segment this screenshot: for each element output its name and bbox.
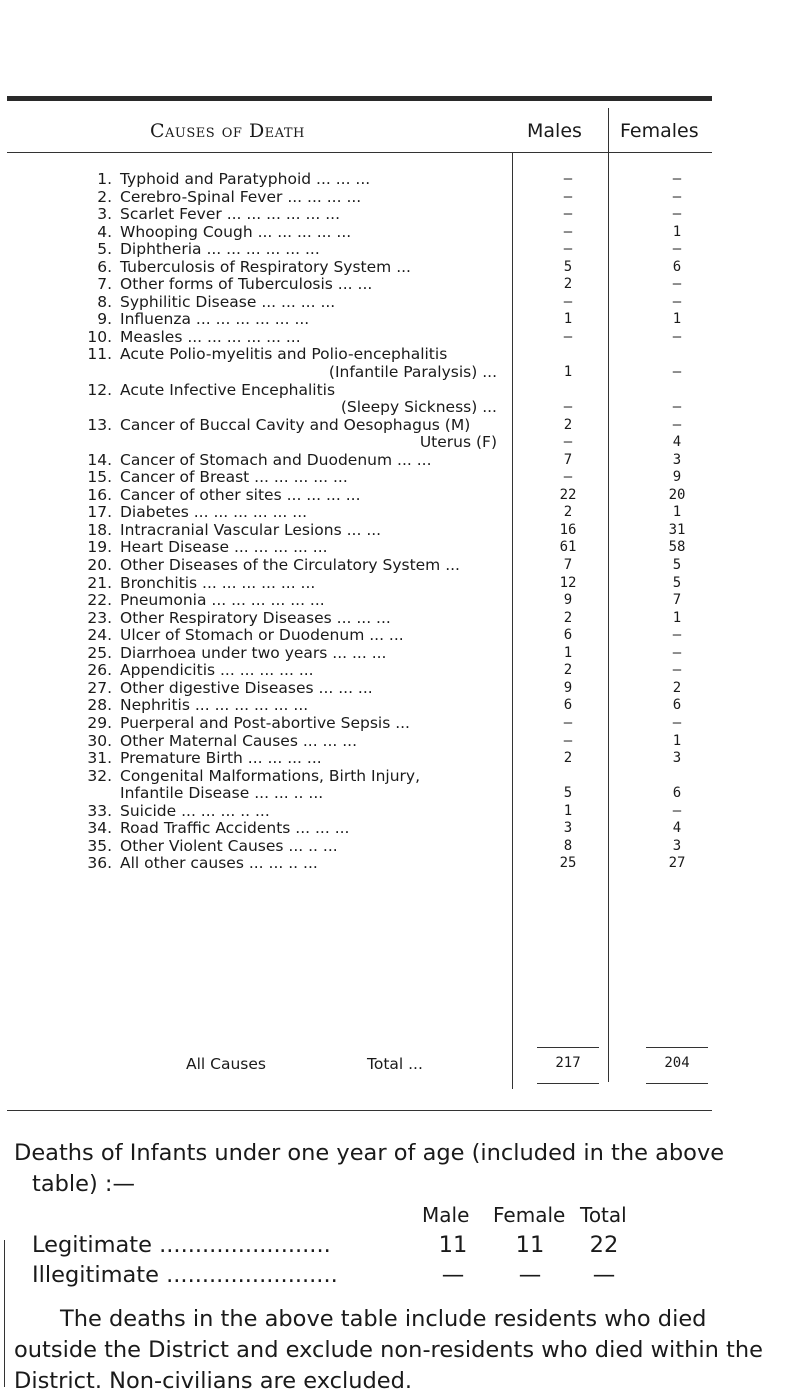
row-number: 32.: [87, 766, 112, 785]
males-value: 8: [563, 837, 573, 854]
cause-label: Syphilitic Disease ... ... ... ...: [120, 292, 336, 311]
females-value: 6: [672, 258, 682, 275]
cause-label: Nephritis ... ... ... ... ... ...: [120, 696, 309, 715]
males-value: —: [563, 171, 573, 187]
infant-row-legitimate: [14, 1230, 794, 1260]
row-number: 19.: [87, 538, 112, 557]
row-number: 20.: [87, 556, 112, 575]
females-value: —: [672, 399, 682, 416]
females-value: 4: [672, 820, 682, 837]
cause-label: Appendicitis ... ... ... ... ...: [120, 661, 314, 680]
row-number: 21.: [87, 573, 112, 592]
females-value: 6: [672, 697, 682, 714]
males-value: 3: [563, 820, 573, 837]
infant-col-total: Total: [580, 1203, 627, 1227]
females-value: —: [672, 188, 682, 205]
females-value: 7: [672, 592, 682, 609]
row-number: 7.: [97, 275, 112, 294]
row-number: 29.: [87, 713, 112, 732]
females-value: —: [672, 241, 682, 258]
cause-label: Whooping Cough ... ... ... ... ...: [120, 222, 352, 241]
females-value: 9: [672, 469, 682, 486]
table-row: [0, 575, 800, 593]
table-row: [0, 311, 800, 329]
table-row: [0, 346, 800, 364]
total-females: 204: [664, 1055, 690, 1071]
infant-heading-line1: Deaths of Infants under one year of age (included in the above: [14, 1140, 725, 1166]
cause-label: Suicide ... ... ... .. ...: [120, 801, 270, 820]
males-value: 25: [559, 855, 577, 872]
row-number: 15.: [87, 468, 112, 487]
row-number: 26.: [87, 661, 112, 680]
males-value: 2: [563, 750, 573, 767]
table-row: [0, 382, 800, 400]
cause-label: Ulcer of Stomach or Duodenum ... ...: [120, 626, 404, 645]
cause-label: Infantile Disease ... ... .. ...: [120, 784, 324, 803]
cause-label: Bronchitis ... ... ... ... ... ...: [120, 573, 316, 592]
cause-label: Diphtheria ... ... ... ... ... ...: [120, 240, 320, 259]
table-row: [0, 364, 800, 382]
females-value: 6: [672, 785, 682, 802]
row-number: 25.: [87, 643, 112, 662]
males-value: 2: [563, 276, 573, 293]
header-causes: Causes of Death: [150, 120, 305, 142]
males-value: —: [563, 206, 573, 223]
page-edge-mark: [4, 1240, 5, 1387]
infant-deaths-section: [14, 1138, 794, 1397]
females-value: 3: [672, 837, 682, 854]
males-value: 12: [559, 574, 577, 591]
table-row: [0, 838, 800, 856]
row-number: 13.: [87, 415, 112, 434]
females-value: 1: [672, 732, 682, 749]
females-value: 5: [672, 574, 682, 591]
females-value: 3: [672, 750, 682, 767]
total-males: 217: [555, 1055, 581, 1071]
males-value: 22: [559, 486, 577, 503]
row-number: 1.: [97, 170, 112, 188]
males-value: 1: [563, 644, 573, 661]
males-value: 2: [563, 504, 573, 521]
row-number: 28.: [87, 696, 112, 715]
infant-row-male: 11: [438, 1232, 468, 1258]
causes-table: [0, 171, 800, 873]
table-row: [0, 399, 800, 417]
table-row: [0, 733, 800, 751]
males-value: —: [563, 399, 573, 416]
table-row: [0, 189, 800, 207]
table-row: [0, 241, 800, 259]
row-number: 3.: [97, 205, 112, 224]
row-number: 12.: [87, 380, 112, 399]
table-row: [0, 855, 800, 873]
females-value: —: [672, 328, 682, 345]
cause-label: Heart Disease ... ... ... ... ...: [120, 538, 328, 557]
cause-label: Other Violent Causes ... .. ...: [120, 836, 338, 855]
males-value: 9: [563, 592, 573, 609]
cause-label: Premature Birth ... ... ... ...: [120, 749, 322, 768]
row-number: 6.: [97, 257, 112, 276]
cause-label: Intracranial Vascular Lesions ... ...: [120, 520, 382, 539]
row-number: 10.: [87, 327, 112, 346]
cause-label-continuation: (Sleepy Sickness) ...: [340, 398, 497, 417]
table-row: [0, 171, 800, 189]
cause-label: Cerebro-Spinal Fever ... ... ... ...: [120, 187, 362, 206]
table-bottom-rule: [7, 1110, 712, 1111]
table-row: [0, 206, 800, 224]
cause-label: Cancer of Stomach and Duodenum ... ...: [120, 450, 432, 469]
females-total-rule: [646, 1047, 708, 1048]
males-value: 2: [563, 609, 573, 626]
males-value: —: [563, 434, 573, 451]
table-row: [0, 224, 800, 242]
table-row: [0, 259, 800, 277]
table-row: [0, 504, 800, 522]
males-value: 6: [563, 697, 573, 714]
females-value: 1: [672, 223, 682, 240]
females-value: 3: [672, 451, 682, 468]
females-value: —: [672, 644, 682, 661]
cause-label: Cancer of Breast ... ... ... ... ...: [120, 468, 348, 487]
total-word: Total ...: [367, 1055, 423, 1073]
cause-label: Puerperal and Post-abortive Sepsis ...: [120, 713, 410, 732]
row-number: 11.: [87, 345, 112, 364]
cause-label: Scarlet Fever ... ... ... ... ... ...: [120, 205, 341, 224]
table-row: [0, 294, 800, 312]
females-value: —: [672, 171, 682, 187]
females-value: 27: [668, 855, 686, 872]
cause-label: Cancer of Buccal Cavity and Oesophagus (M): [120, 415, 471, 434]
females-value: 1: [672, 504, 682, 521]
row-number: 22.: [87, 591, 112, 610]
cause-label: Acute Infective Encephalitis: [120, 380, 336, 399]
females-value: 4: [672, 434, 682, 451]
females-total-underline: [646, 1083, 708, 1084]
females-value: 58: [668, 539, 686, 556]
males-value: —: [563, 241, 573, 258]
females-value: —: [672, 627, 682, 644]
males-value: —: [563, 469, 573, 486]
males-value: —: [563, 223, 573, 240]
cause-label: Cancer of other sites ... ... ... ...: [120, 485, 361, 504]
row-number: 2.: [97, 187, 112, 206]
cause-label: Influenza ... ... ... ... ... ...: [120, 310, 310, 329]
row-number: 30.: [87, 731, 112, 750]
cause-label: Road Traffic Accidents ... ... ...: [120, 819, 350, 838]
cause-label: Pneumonia ... ... ... ... ... ...: [120, 591, 325, 610]
row-number: 14.: [87, 450, 112, 469]
cause-label-continuation: Uterus (F): [419, 433, 497, 452]
males-value: 1: [563, 802, 573, 819]
infant-row-total: 22: [589, 1232, 619, 1258]
table-row: [0, 487, 800, 505]
cause-label: Acute Polio-myelitis and Polio-encephalitis: [120, 345, 448, 364]
infant-row-female: —: [518, 1262, 542, 1288]
total-label: All Causes: [186, 1055, 266, 1073]
table-row: [0, 680, 800, 698]
females-value: —: [672, 802, 682, 819]
table-row: [0, 276, 800, 294]
cause-label: Congenital Malformations, Birth Injury,: [120, 766, 421, 785]
females-value: 1: [672, 609, 682, 626]
cause-label: Measles ... ... ... ... ... ...: [120, 327, 301, 346]
males-value: 5: [563, 258, 573, 275]
row-number: 36.: [87, 854, 112, 873]
row-number: 8.: [97, 292, 112, 311]
females-value: —: [672, 293, 682, 310]
table-row: [0, 697, 800, 715]
cause-label: Other Diseases of the Circulatory System ...: [120, 556, 460, 575]
header-males: Males: [527, 120, 582, 142]
infant-heading-line2: table) :—: [32, 1171, 135, 1197]
header-females: Females: [620, 120, 699, 142]
males-value: 2: [563, 662, 573, 679]
cause-label: Typhoid and Paratyphoid ... ... ...: [120, 170, 371, 188]
infant-column-headers: [14, 1200, 794, 1230]
males-value: —: [563, 714, 573, 731]
row-number: 31.: [87, 749, 112, 768]
males-total-rule: [537, 1047, 599, 1048]
females-value: 5: [672, 557, 682, 574]
cause-label: Other Maternal Causes ... ... ...: [120, 731, 358, 750]
infant-row-label: Legitimate ........................: [32, 1232, 331, 1258]
row-number: 5.: [97, 240, 112, 259]
table-row: [0, 645, 800, 663]
cause-label: Other forms of Tuberculosis ... ...: [120, 275, 373, 294]
cause-label: All other causes ... ... .. ...: [120, 854, 318, 873]
table-row: [0, 539, 800, 557]
males-value: —: [563, 732, 573, 749]
row-number: 27.: [87, 678, 112, 697]
cause-label: Other digestive Diseases ... ... ...: [120, 678, 373, 697]
table-row: [0, 610, 800, 628]
residency-note: The deaths in the above table include residents who died outside the District and exclude non-residents who died within the District. Non-civilians are excluded.: [14, 1306, 763, 1394]
row-number: 34.: [87, 819, 112, 838]
row-number: 33.: [87, 801, 112, 820]
table-row: [0, 592, 800, 610]
table-row: [0, 557, 800, 575]
males-value: 6: [563, 627, 573, 644]
males-value: 2: [563, 416, 573, 433]
table-row: [0, 417, 800, 435]
males-value: 9: [563, 679, 573, 696]
row-number: 35.: [87, 836, 112, 855]
males-total-underline: [537, 1083, 599, 1084]
infant-heading: [14, 1138, 794, 1200]
males-value: 61: [559, 539, 577, 556]
females-value: 20: [668, 486, 686, 503]
header-divider: [608, 108, 609, 152]
infant-row-illegitimate: [14, 1260, 794, 1290]
infant-row-label: Illegitimate ........................: [32, 1262, 338, 1288]
males-value: 7: [563, 451, 573, 468]
females-value: —: [672, 364, 682, 381]
table-row: [0, 803, 800, 821]
females-value: —: [672, 416, 682, 433]
males-value: 1: [563, 311, 573, 328]
table-row: [0, 329, 800, 347]
table-row: [0, 785, 800, 803]
cause-label: Other Respiratory Diseases ... ... ...: [120, 608, 391, 627]
table-row: [0, 469, 800, 487]
infant-row-total: —: [592, 1262, 616, 1288]
males-value: 7: [563, 557, 573, 574]
table-row: [0, 452, 800, 470]
top-rule: [7, 96, 712, 101]
females-value: —: [672, 662, 682, 679]
males-value: —: [563, 328, 573, 345]
infant-col-female: Female: [493, 1203, 566, 1227]
table-row: [0, 715, 800, 733]
males-value: 16: [559, 521, 577, 538]
females-value: —: [672, 206, 682, 223]
row-number: 18.: [87, 520, 112, 539]
females-value: 1: [672, 311, 682, 328]
infant-row-female: 11: [515, 1232, 545, 1258]
row-number: 24.: [87, 626, 112, 645]
females-value: 31: [668, 521, 686, 538]
table-row: [0, 750, 800, 768]
cause-label: Diarrhoea under two years ... ... ...: [120, 643, 387, 662]
infant-col-male: Male: [422, 1203, 470, 1227]
cause-label: Tuberculosis of Respiratory System ...: [120, 257, 411, 276]
table-row: [0, 434, 800, 452]
infant-row-male: —: [441, 1262, 465, 1288]
row-number: 17.: [87, 503, 112, 522]
row-number: 4.: [97, 222, 112, 241]
males-value: 5: [563, 785, 573, 802]
row-number: 23.: [87, 608, 112, 627]
table-row: [0, 820, 800, 838]
males-value: —: [563, 293, 573, 310]
cause-label: Diabetes ... ... ... ... ... ...: [120, 503, 308, 522]
females-value: —: [672, 276, 682, 293]
cause-label-continuation: (Infantile Paralysis) ...: [328, 363, 497, 382]
males-value: 1: [563, 364, 573, 381]
row-number: 16.: [87, 485, 112, 504]
females-value: —: [672, 714, 682, 731]
females-value: 2: [672, 679, 682, 696]
table-row: [0, 627, 800, 645]
table-row: [0, 522, 800, 540]
row-number: 9.: [97, 310, 112, 329]
table-row: [0, 662, 800, 680]
header-underline: [7, 152, 712, 153]
table-row: [0, 768, 800, 786]
males-value: —: [563, 188, 573, 205]
